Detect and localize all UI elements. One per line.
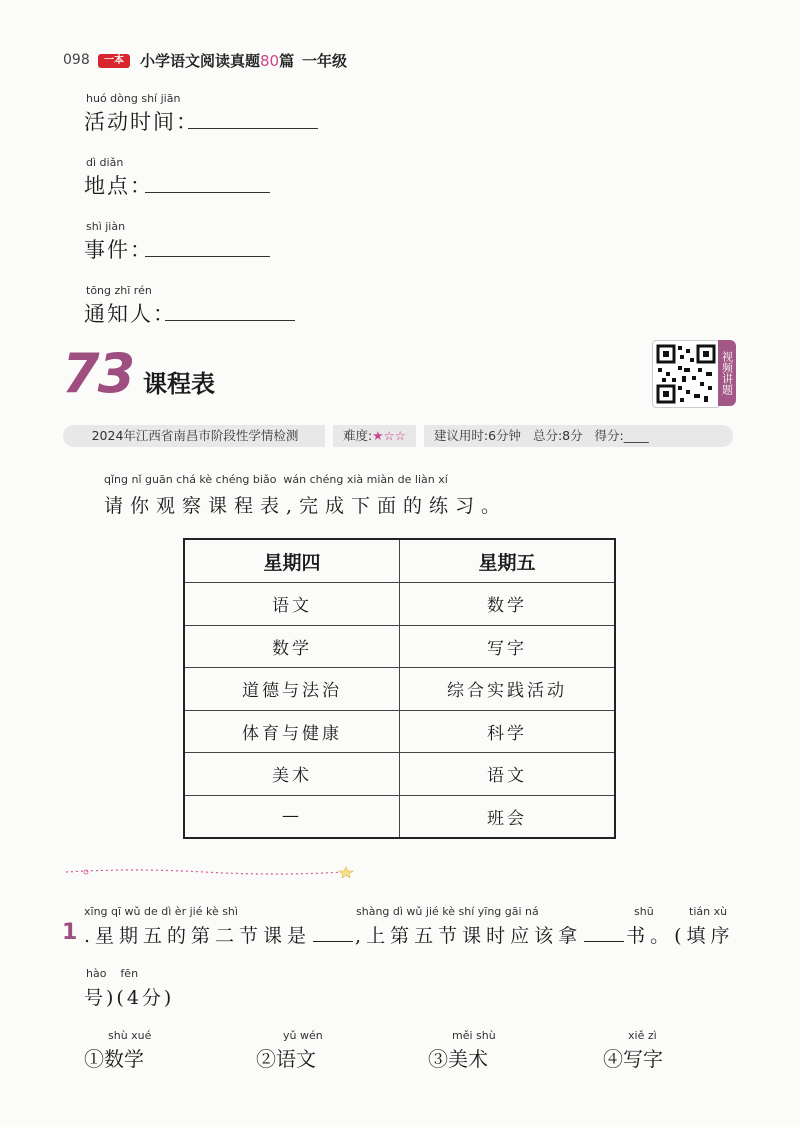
- field-label-notifier: 通知人：: [84, 302, 176, 326]
- question-pinyin: xīng qī wǔ de dì èr jié kè shì: [84, 905, 238, 918]
- table-cell: 写字: [400, 625, 616, 668]
- location-blank[interactable]: [145, 192, 270, 193]
- book-title-number: 80: [260, 52, 280, 70]
- field-pinyin: tōng zhī rén: [86, 284, 152, 297]
- table-row: [184, 795, 615, 838]
- option-art[interactable]: ③美术: [428, 1047, 488, 1071]
- question-number: 1: [62, 920, 78, 945]
- table-row: [184, 753, 615, 796]
- table-header-row: [184, 539, 615, 583]
- total-score: 总分:8分: [532, 428, 583, 443]
- lesson-title: 课程表: [143, 369, 215, 398]
- field-label-activity-time: 活动时间：: [84, 110, 199, 134]
- activity-time-blank[interactable]: [188, 128, 318, 129]
- star-icon: [339, 867, 353, 878]
- option-writing[interactable]: ④写字: [603, 1047, 663, 1071]
- field-label-location: 地点：: [84, 174, 153, 198]
- book-title-suffix: 篇: [279, 52, 295, 70]
- difficulty-label: 难度:: [343, 428, 373, 443]
- schedule-table: [183, 538, 616, 839]
- qr-code-graphic: [653, 341, 719, 407]
- field-pinyin: huó dòng shí jiān: [86, 92, 181, 105]
- question-pinyin: shū: [634, 905, 654, 918]
- question-part: ,上第五节课时应该拿: [355, 925, 583, 947]
- option-pinyin: yǔ wén: [283, 1029, 323, 1042]
- table-cell: 科学: [400, 710, 616, 753]
- table-cell: 数学: [400, 583, 616, 626]
- page-number: 098: [63, 52, 90, 68]
- lesson-number: 73: [62, 342, 134, 405]
- qr-code-icon[interactable]: [652, 340, 720, 408]
- info-bar: [63, 424, 733, 448]
- answer-blank-2[interactable]: [584, 941, 624, 942]
- question-text: [84, 921, 735, 948]
- question-part: .星期五的第二节课是: [84, 925, 312, 947]
- table-row: [184, 710, 615, 753]
- option-pinyin: měi shù: [452, 1029, 496, 1042]
- notifier-blank[interactable]: [165, 320, 295, 321]
- table-cell: 综合实践活动: [400, 668, 616, 711]
- question-pinyin: tián xù: [689, 905, 728, 918]
- column-header-thursday: 星期四: [184, 539, 400, 583]
- table-row: [184, 583, 615, 626]
- question-pinyin: hào fēn: [86, 967, 139, 980]
- score-field: 得分:____: [594, 428, 649, 443]
- option-pinyin: shù xué: [108, 1029, 152, 1042]
- table-cell: 美术: [184, 753, 400, 796]
- grade-label: 一年级: [302, 52, 348, 70]
- field-pinyin: shì jiàn: [86, 220, 126, 233]
- table-cell: 体育与健康: [184, 710, 400, 753]
- option-pinyin: xiě zì: [628, 1029, 657, 1042]
- field-pinyin: dì diǎn: [86, 156, 124, 169]
- column-header-friday: 星期五: [400, 539, 616, 583]
- option-math[interactable]: ①数学: [84, 1047, 144, 1071]
- instruction-pinyin: qǐng nǐ guān chá kè chéng biǎo wán chéng xià miàn de liàn xí: [104, 473, 448, 486]
- table-cell: 数学: [184, 625, 400, 668]
- suggested-time: 建议用时:6分钟: [433, 428, 522, 443]
- table-cell: —: [184, 795, 400, 838]
- event-blank[interactable]: [145, 256, 270, 257]
- table-cell: 语文: [184, 583, 400, 626]
- table-cell: 语文: [400, 753, 616, 796]
- question-text-line2: 号)(4分): [84, 987, 175, 1009]
- question-pinyin: shàng dì wǔ jié kè shí yīng gāi ná: [356, 905, 539, 918]
- source-label: 2024年江西省南昌市阶段性学情检测: [63, 425, 325, 447]
- star-filled-icon: ★: [372, 428, 384, 443]
- video-explanation-tag[interactable]: 视频讲题: [718, 340, 736, 406]
- table-cell: 道德与法治: [184, 668, 400, 711]
- question-part: 书。(填序: [626, 925, 735, 947]
- field-label-event: 事件：: [84, 238, 153, 262]
- answer-blank-1[interactable]: [313, 941, 353, 942]
- table-cell: 班会: [400, 795, 616, 838]
- star-empty-icon: ☆☆: [383, 428, 406, 443]
- instruction-text: 请你观察课程表,完成下面的练习。: [104, 495, 508, 517]
- dotted-divider: [64, 866, 354, 878]
- option-chinese[interactable]: ②语文: [256, 1047, 316, 1071]
- difficulty: [333, 425, 416, 447]
- publisher-logo: 一本: [98, 54, 130, 68]
- time-and-score: [424, 425, 733, 447]
- book-title: [140, 50, 294, 71]
- table-row: [184, 625, 615, 668]
- book-title-prefix: 小学语文阅读真题: [140, 52, 261, 70]
- table-row: [184, 668, 615, 711]
